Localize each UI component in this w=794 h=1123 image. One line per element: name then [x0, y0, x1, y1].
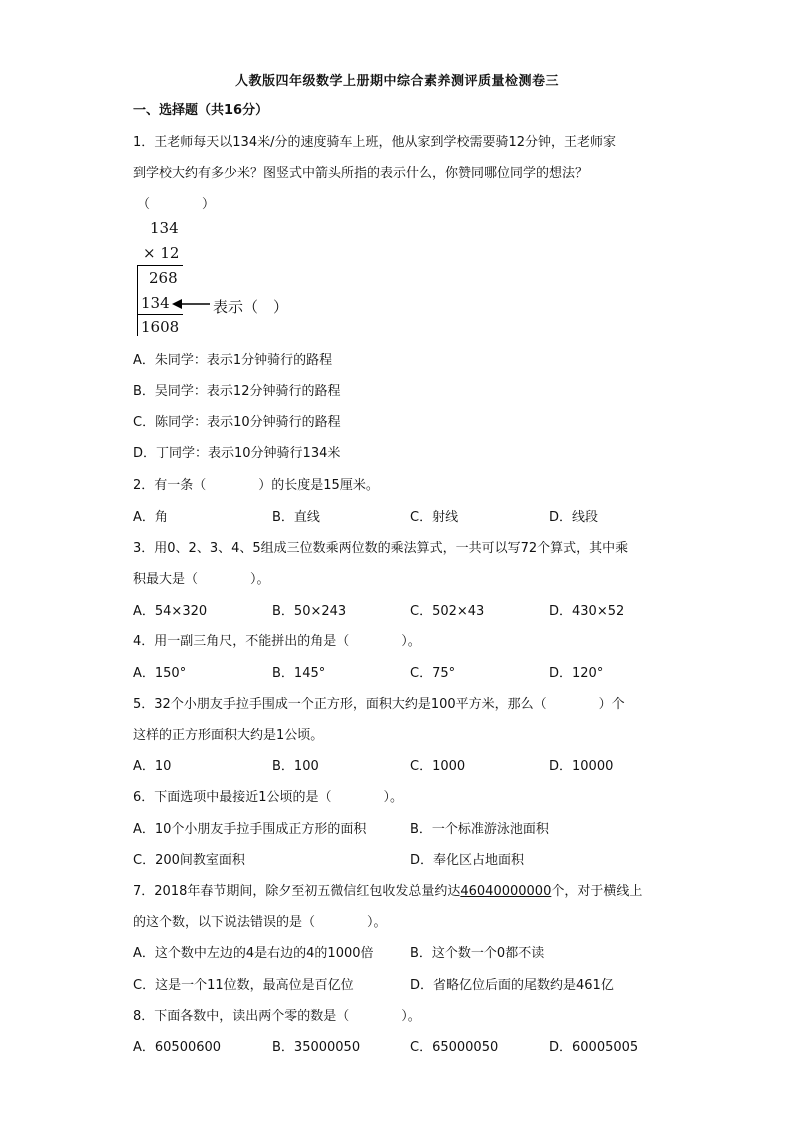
q6-option-b: B．一个标准游泳池面积	[410, 822, 549, 837]
q3-option-b: B．50×243	[272, 604, 347, 619]
q5-option-c: C．1000	[410, 759, 466, 774]
q5-line2: 这样的正方形面积大约是1公顷。	[133, 728, 324, 743]
q2-line1: 2．有一条（ ）的长度是15厘米。	[133, 478, 379, 493]
q1-line2: 到学校大约有多少米？图竖式中箭头所指的表示什么，你赞同哪位同学的想法？	[133, 166, 589, 181]
section-heading: 一、选择题（共16分）	[133, 103, 269, 118]
calc-rule-1	[137, 265, 183, 266]
calc-side-bar	[137, 265, 138, 336]
calc-partial-2: 134	[141, 294, 170, 312]
q7-line1-suffix: 个，对于横线上	[551, 884, 643, 899]
q1-option-a: A．朱同学：表示1分钟骑行的路程	[133, 353, 333, 368]
q6-option-c: C．200间教室面积	[133, 853, 245, 868]
q7-line2: 的这个数，以下说法错误的是（ ）。	[133, 915, 387, 930]
calc-product: 1608	[141, 318, 180, 336]
q1-option-b: B．吴同学：表示12分钟骑行的路程	[133, 384, 341, 399]
arrow-label: 表示（ ）	[213, 298, 289, 316]
q2-option-b: B．直线	[272, 510, 320, 525]
q1-option-c: C．陈同学：表示10分钟骑行的路程	[133, 415, 341, 430]
q5-option-a: A．10	[133, 759, 172, 774]
q8-option-d: D．60005005	[549, 1040, 639, 1055]
left-arrow-icon	[172, 296, 212, 312]
q4-option-d: D．120°	[549, 666, 604, 681]
q4-option-c: C．75°	[410, 666, 456, 681]
q3-option-d: D．430×52	[549, 604, 625, 619]
q2-option-a: A．角	[133, 510, 168, 525]
q7-option-c: C．这是一个11位数，最高位是百亿位	[133, 978, 354, 993]
calc-rule-2	[137, 314, 183, 315]
q3-option-a: A．54×320	[133, 604, 208, 619]
q7-line1-prefix: 7．2018年春节期间，除夕至初五微信红包收发总量约达	[133, 884, 461, 899]
q1-line1: 1．王老师每天以134米/分的速度骑车上班，他从家到学校需要骑12分钟，王老师家	[133, 135, 617, 150]
q5-option-b: B．100	[272, 759, 319, 774]
q3-line1: 3．用0、2、3、4、5组成三位数乘两位数的乘法算式，一共可以写72个算式，其中乘	[133, 541, 629, 556]
q3-option-c: C．502×43	[410, 604, 485, 619]
q6-option-a: A．10个小朋友手拉手围成正方形的面积	[133, 822, 367, 837]
calc-partial-1: 268	[149, 269, 178, 287]
q1-option-d: D．丁同学：表示10分钟骑行134米	[133, 446, 341, 461]
page-title: 人教版四年级数学上册期中综合素养测评质量检测卷三	[234, 74, 559, 89]
q7-option-b: B．这个数一个0都不读	[410, 946, 545, 961]
q2-option-c: C．射线	[410, 510, 459, 525]
calc-multiplier: × 12	[143, 244, 180, 262]
q8-option-b: B．35000050	[272, 1040, 361, 1055]
q6-line1: 6．下面选项中最接近1公顷的是（ ）。	[133, 790, 404, 805]
q8-line1: 8．下面各数中，读出两个零的数是（ ）。	[133, 1009, 421, 1024]
q8-option-a: A．60500600	[133, 1040, 222, 1055]
q2-option-d: D．线段	[549, 510, 599, 525]
q7-option-d: D．省略亿位后面的尾数约是461亿	[410, 978, 614, 993]
q7-option-a: A．这个数中左边的4是右边的4的1000倍	[133, 946, 374, 961]
q3-line2: 积最大是（ ）。	[133, 572, 270, 587]
q5-line1: 5．32个小朋友手拉手围成一个正方形，面积大约是100平方米，那么（ ）个	[133, 697, 625, 712]
q7-line1	[133, 880, 642, 899]
q6-option-d: D．奉化区占地面积	[410, 853, 525, 868]
q4-option-b: B．145°	[272, 666, 326, 681]
q7-underlined-number: 46040000000	[460, 884, 552, 899]
q1-answer-blank: （ ）	[137, 197, 216, 212]
q4-option-a: A．150°	[133, 666, 187, 681]
calc-multiplicand: 134	[150, 219, 179, 237]
q8-option-c: C．65000050	[410, 1040, 499, 1055]
q4-line1: 4．用一副三角尺，不能拼出的角是（ ）。	[133, 634, 421, 649]
q5-option-d: D．10000	[549, 759, 614, 774]
